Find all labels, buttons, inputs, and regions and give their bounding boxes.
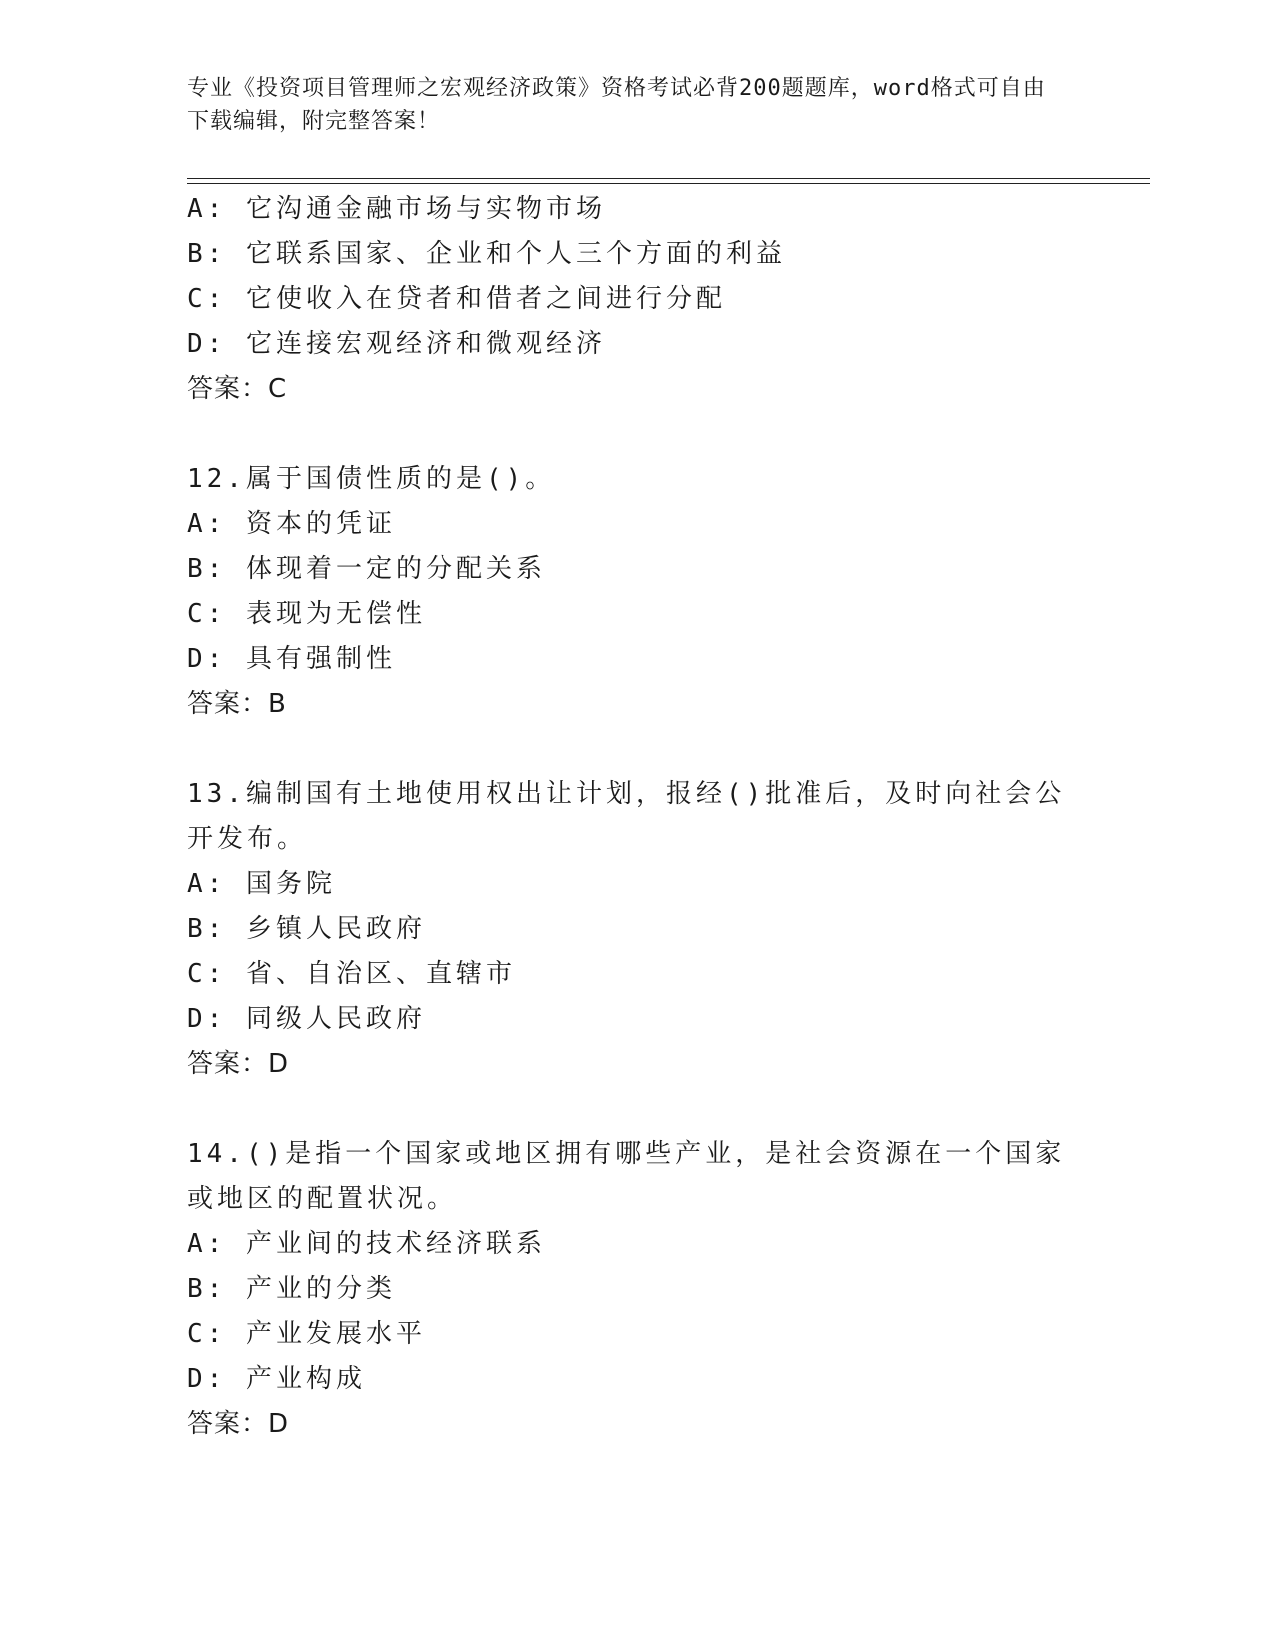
document-header: 专业《投资项目管理师之宏观经济政策》资格考试必背200题题库，word格式可自由下载编辑，附完整答案！	[187, 76, 1046, 134]
q14-option-b: B: 产业的分类	[187, 1274, 396, 1304]
header-divider-top	[187, 178, 1150, 179]
q13-option-c: C: 省、自治区、直辖市	[187, 959, 516, 989]
q14-question: 14.()是指一个国家或地区拥有哪些产业，是社会资源在一个国家或地区的配置状况。	[187, 1139, 1066, 1214]
q13-option-b: B: 乡镇人民政府	[187, 914, 426, 944]
q12-option-c: C: 表现为无偿性	[187, 599, 426, 629]
q14-option-c: C: 产业发展水平	[187, 1319, 426, 1349]
q12-answer: 答案：B	[187, 689, 287, 719]
q13-answer: 答案：D	[187, 1049, 290, 1079]
q14-option-d: D: 产业构成	[187, 1364, 366, 1394]
q13-option-a: A: 国务院	[187, 869, 336, 899]
q12-option-b: B: 体现着一定的分配关系	[187, 554, 546, 584]
q13-question: 13.编制国有土地使用权出让计划，报经()批准后，及时向社会公开发布。	[187, 779, 1066, 854]
q14-option-a: A: 产业间的技术经济联系	[187, 1229, 546, 1259]
q12-question: 12.属于国债性质的是()。	[187, 464, 556, 494]
q11-option-a: A: 它沟通金融市场与实物市场	[187, 194, 606, 224]
header-divider-bottom	[187, 183, 1150, 184]
q11-option-c: C: 它使收入在贷者和借者之间进行分配	[187, 284, 726, 314]
q14-answer: 答案：D	[187, 1409, 290, 1439]
q11-option-d: D: 它连接宏观经济和微观经济	[187, 329, 606, 359]
q11-answer: 答案：C	[187, 374, 288, 404]
q12-option-a: A: 资本的凭证	[187, 509, 396, 539]
q12-option-d: D: 具有强制性	[187, 644, 396, 674]
q11-option-b: B: 它联系国家、企业和个人三个方面的利益	[187, 239, 786, 269]
q13-option-d: D: 同级人民政府	[187, 1004, 426, 1034]
